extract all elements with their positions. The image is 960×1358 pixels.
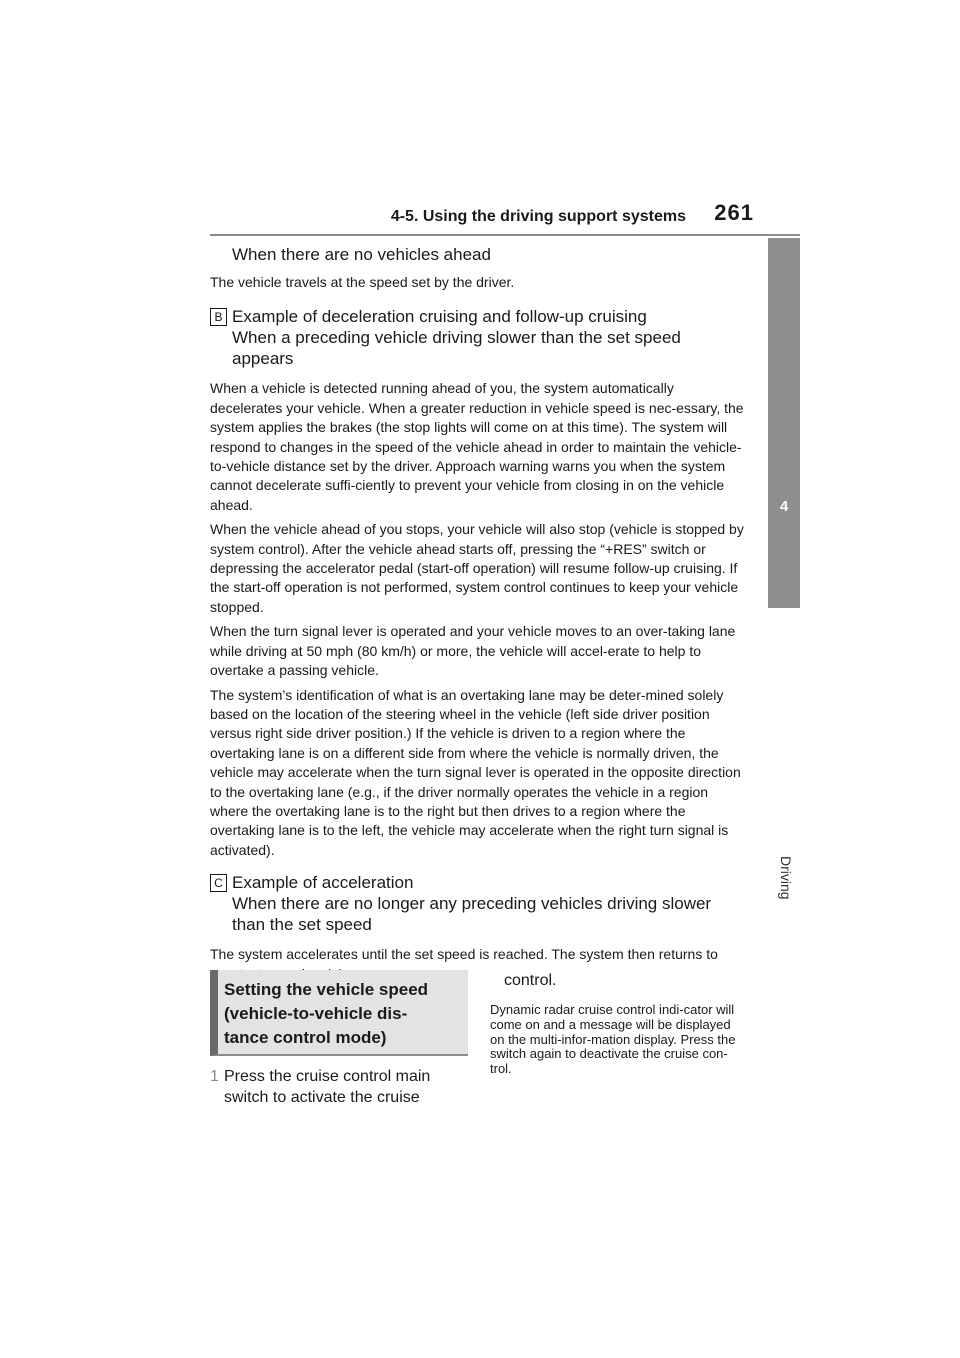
step-number: 1 xyxy=(210,1068,219,1085)
chapter-label: Driving xyxy=(778,856,794,900)
section-heading-line: appears xyxy=(232,349,294,369)
section-title: 4-5. Using the driving support systems xyxy=(390,208,686,225)
section-acceleration xyxy=(210,872,746,984)
section-heading-line: When there are no longer any preceding vehicles driving slower xyxy=(232,894,712,914)
step-1 xyxy=(210,1066,468,1108)
chapter-number: 4 xyxy=(779,498,789,515)
paragraph: The vehicle travels at the speed set by the driver. xyxy=(210,274,515,290)
chapter-number-box xyxy=(768,238,800,608)
section-heading-line: Example of deceleration cruising and follow-up cruising xyxy=(232,307,647,327)
page-header xyxy=(210,198,800,236)
section-no-vehicles xyxy=(210,244,746,292)
box-heading-line: tance control mode) xyxy=(224,1028,387,1047)
right-column xyxy=(490,970,746,1077)
setting-speed-heading-box xyxy=(210,970,468,1056)
step-text: Press the cruise control main switch to activate the cruise xyxy=(224,1068,431,1106)
paragraph: When the turn signal lever is operated and your vehicle moves to an over-taking lane while driving at 50 mph (80 km/h) or more, the vehicle will accel-erate to help to overtake a passing vehicle. xyxy=(210,623,736,679)
section-heading-line: When a preceding vehicle driving slower than the set speed xyxy=(232,328,681,348)
section-badge-c: C xyxy=(210,874,227,892)
section-heading-line: Example of acceleration xyxy=(232,873,414,893)
section-heading: When there are no vehicles ahead xyxy=(232,245,491,264)
chapter-side-tab xyxy=(768,238,800,900)
main-content xyxy=(210,244,746,989)
section-heading-line: than the set speed xyxy=(232,915,372,935)
box-heading-line: Setting the vehicle speed xyxy=(224,980,429,999)
paragraph: When a vehicle is detected running ahead of you, the system automatically decelerates your vehicle. When a greater reduction in vehicle speed is nec-essary, the system applies the brakes (the stop lights will come on at this time). The system will respond to changes in the speed of the vehicle ahead in order to maintain the vehicle-to-vehicle distance set by the driver. Approach warning warns you when the system cannot decelerate suffi-ciently to prevent your vehicle from closing in on the vehicle ahead. xyxy=(210,380,744,513)
paragraph: The system’s identification of what is an overtaking lane may be deter-mined solely based on the location of the steering wheel in the vehicle (left side driver position versus right side driver position.) If the vehicle is driven to a region where the overtaking lane is on a different side from where the vehicle is normally driven, the vehicle may accelerate when the turn signal lever is operated in the opposite direction to the overtaking lane (e.g., if the driver normally operates the vehicle in a region where the overtaking lane is to the right but then drives to a region where the overtaking lane is to the left, the vehicle may accelerate when the right turn signal is activated). xyxy=(210,686,741,858)
page-number: 261 xyxy=(714,200,754,225)
step-continuation: control. xyxy=(504,972,557,989)
paragraph: The system accelerates until the set speed is reached. The system then returns to xyxy=(210,946,718,963)
paragraph: When the vehicle ahead of you stops, your vehicle will also stop (vehicle is stopped by system control). After the vehicle ahead starts off, pressing the “+RES” switch or depressing the accelerator pedal (start-off operation) will resume follow-up cruising. If the start-off operation is not performed, system control continues to keep your vehicle stopped. xyxy=(210,521,744,615)
section-badge-b: B xyxy=(210,308,227,326)
box-heading-line: (vehicle-to-vehicle dis- xyxy=(224,1004,408,1023)
section-deceleration xyxy=(210,306,746,860)
step-note: Dynamic radar cruise control indi-cator will come on and a message will be displayed on the multi-infor-mation display. Press the switch again to deactivate the cruise con-trol. xyxy=(490,1002,736,1077)
